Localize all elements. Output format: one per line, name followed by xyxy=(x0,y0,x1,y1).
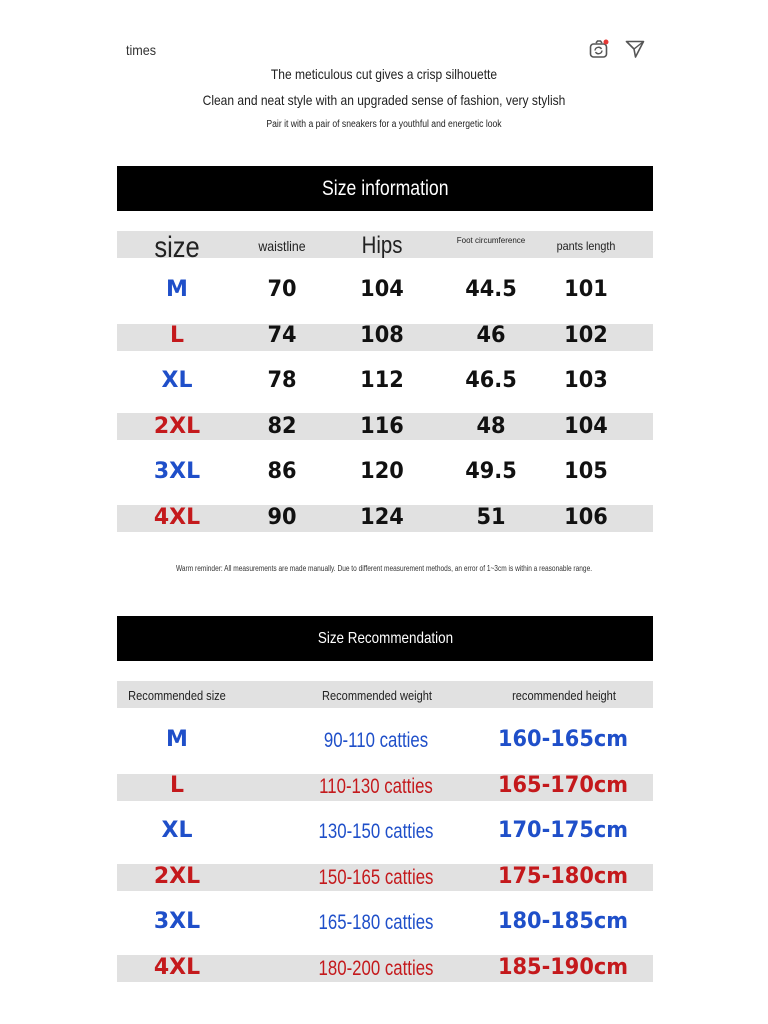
rec-weight-cell: 90-110 catties xyxy=(323,729,429,752)
hips-cell: 116 xyxy=(360,414,404,439)
length-cell: 105 xyxy=(564,459,608,484)
rec-height-cell: 170-175cm xyxy=(497,818,629,843)
length-cell: 101 xyxy=(564,277,608,302)
top-label: times xyxy=(126,42,157,58)
rec-weight-cell: 165-180 catties xyxy=(318,911,434,934)
foot-cell: 44.5 xyxy=(465,277,517,302)
size-information-title: Size information xyxy=(321,177,449,200)
hips-cell: 104 xyxy=(360,277,404,302)
foot-cell: 49.5 xyxy=(465,459,517,484)
length-cell: 103 xyxy=(564,368,608,393)
foot-cell: 46 xyxy=(476,323,506,348)
rec-size-cell: 4XL xyxy=(153,955,201,980)
size-cell: 2XL xyxy=(153,414,201,439)
measurement-reminder: Warm reminder: All measurements are made manually. Due to different measurement methods, an error of 1~3cm is within a reasonable range. xyxy=(175,564,593,573)
size-cell: 3XL xyxy=(153,459,201,484)
waist-cell: 74 xyxy=(267,323,297,348)
top-bar xyxy=(0,0,768,70)
rec-weight-cell: 180-200 catties xyxy=(318,957,434,980)
waist-cell: 90 xyxy=(267,505,297,530)
hips-cell: 112 xyxy=(360,368,404,393)
hips-cell: 124 xyxy=(360,505,404,530)
size-cell: XL xyxy=(161,368,193,393)
header-pants-length: pants length xyxy=(556,239,616,253)
header-recommended-height: recommended height xyxy=(512,688,616,703)
length-cell: 102 xyxy=(564,323,608,348)
size-recommendation-header xyxy=(117,616,653,661)
size-cell: 4XL xyxy=(153,505,201,530)
rec-weight-cell: 130-150 catties xyxy=(318,820,434,843)
rec-height-cell: 160-165cm xyxy=(497,727,629,752)
header-size: size xyxy=(154,231,200,264)
rec-size-cell: 2XL xyxy=(153,864,201,889)
foot-cell: 46.5 xyxy=(465,368,517,393)
foot-cell: 51 xyxy=(476,505,506,530)
rec-size-cell: L xyxy=(169,773,185,798)
waist-cell: 78 xyxy=(267,368,297,393)
rec-height-cell: 180-185cm xyxy=(497,909,629,934)
tagline-2: Clean and neat style with an upgraded sense of fashion, very stylish xyxy=(202,92,566,108)
size-cell: M xyxy=(166,277,188,302)
length-cell: 104 xyxy=(564,414,608,439)
camera-refresh-icon[interactable] xyxy=(588,38,610,60)
foot-cell: 48 xyxy=(476,414,506,439)
waist-cell: 70 xyxy=(267,277,297,302)
rec-size-cell: M xyxy=(166,727,188,752)
send-icon[interactable] xyxy=(624,38,646,60)
waist-cell: 86 xyxy=(267,459,297,484)
header-recommended-size: Recommended size xyxy=(128,688,226,703)
waist-cell: 82 xyxy=(267,414,297,439)
rec-height-cell: 175-180cm xyxy=(497,864,629,889)
header-foot-circumference: Foot circumference xyxy=(456,236,526,245)
size-recommendation-title: Size Recommendation xyxy=(317,630,453,647)
tagline-3: Pair it with a pair of sneakers for a youthful and energetic look xyxy=(266,119,502,130)
header-waistline: waistline xyxy=(258,238,306,254)
rec-size-cell: 3XL xyxy=(153,909,201,934)
size-information-header xyxy=(117,166,653,211)
hips-cell: 120 xyxy=(360,459,404,484)
rec-weight-cell: 150-165 catties xyxy=(318,866,434,889)
rec-height-cell: 165-170cm xyxy=(497,773,629,798)
rec-size-cell: XL xyxy=(161,818,193,843)
top-icons xyxy=(588,38,646,60)
hips-cell: 108 xyxy=(360,323,404,348)
tagline-1: The meticulous cut gives a crisp silhouette xyxy=(270,66,498,82)
header-recommended-weight: Recommended weight xyxy=(322,688,432,703)
rec-weight-cell: 110-130 catties xyxy=(319,775,433,798)
length-cell: 106 xyxy=(564,505,608,530)
rec-height-cell: 185-190cm xyxy=(497,955,629,980)
size-cell: L xyxy=(169,323,185,348)
header-hips: Hips xyxy=(361,232,403,259)
